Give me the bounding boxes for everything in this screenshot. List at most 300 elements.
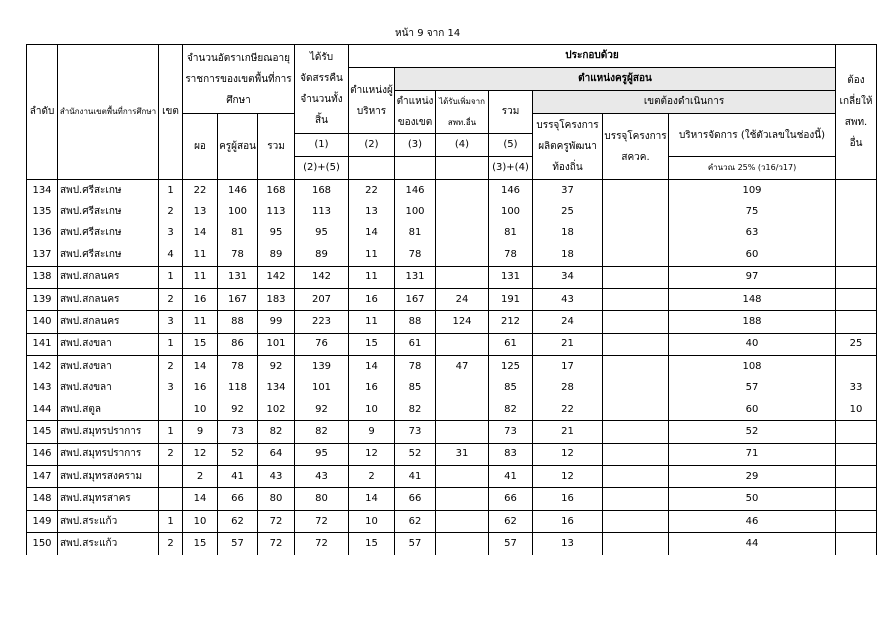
quota-total-cell: 95 (258, 223, 295, 244)
header-sum-formula: (3)+(4) (489, 157, 533, 180)
project-local-teacher-cell: 17 (533, 356, 603, 378)
received-total-cell: 43 (295, 466, 349, 488)
extra-from-other-cell: 47 (436, 356, 489, 378)
header-order: ลำดับ (27, 45, 58, 180)
row-number-cell: 139 (27, 288, 58, 310)
header-extra: ได้รับเพิ่มจาก สพท.อื่น (436, 91, 489, 134)
project-local-teacher-cell: 12 (533, 466, 603, 488)
own-zone-teacher-cell: 167 (395, 288, 436, 310)
allocation-table (26, 44, 877, 555)
header-own-zone: ตำแหน่งของเขต (395, 91, 436, 134)
office-name-cell: สพป.สกลนคร (58, 311, 159, 333)
return-to-other-cell (836, 244, 877, 266)
page-number: หน้า 9 จาก 14 (395, 28, 461, 39)
own-zone-teacher-cell: 57 (395, 533, 436, 555)
zone-cell: 1 (159, 180, 183, 202)
project-sqwk-cell (603, 378, 669, 399)
received-total-cell: 89 (295, 244, 349, 266)
quota-total-cell: 92 (258, 356, 295, 378)
project-local-teacher-cell: 16 (533, 488, 603, 510)
project-sqwk-cell (603, 288, 669, 310)
own-zone-teacher-cell: 78 (395, 356, 436, 378)
extra-from-other-cell (436, 488, 489, 510)
quota-total-cell: 102 (258, 399, 295, 421)
managed-cell: 97 (669, 266, 836, 288)
project-sqwk-cell (603, 223, 669, 244)
project-sqwk-cell (603, 533, 669, 555)
quota-teacher-cell: 100 (218, 201, 258, 222)
quota-admin-cell: 9 (183, 421, 218, 443)
zone-cell (159, 399, 183, 421)
quota-teacher-cell: 92 (218, 399, 258, 421)
project-local-teacher-cell: 22 (533, 399, 603, 421)
table-row (27, 201, 877, 222)
row-number-cell: 150 (27, 533, 58, 555)
extra-from-other-cell (436, 533, 489, 555)
header-project2: บรรจุโครงการ สควค. (603, 114, 669, 180)
row-number-cell: 144 (27, 399, 58, 421)
quota-admin-cell: 13 (183, 201, 218, 222)
quota-teacher-cell: 78 (218, 356, 258, 378)
zone-cell: 1 (159, 266, 183, 288)
table-row (27, 466, 877, 488)
teacher-sum-cell: 57 (489, 533, 533, 555)
office-name-cell: สพป.สมุทรปราการ (58, 443, 159, 465)
quota-teacher-cell: 66 (218, 488, 258, 510)
teacher-sum-cell: 83 (489, 443, 533, 465)
admin-position-cell: 16 (349, 378, 395, 399)
header-received-formula: (2)+(5) (295, 157, 349, 180)
row-number-cell: 135 (27, 201, 58, 222)
quota-admin-cell: 12 (183, 443, 218, 465)
row-number-cell: 136 (27, 223, 58, 244)
header-manage: บริหารจัดการ (ใช้ตัวเลขในช่องนี้) (669, 114, 836, 157)
header-own-zone-no: (3) (395, 134, 436, 157)
return-to-other-cell (836, 180, 877, 202)
received-total-cell: 76 (295, 333, 349, 355)
quota-total-cell: 72 (258, 533, 295, 555)
quota-admin-cell: 11 (183, 266, 218, 288)
table-row (27, 180, 877, 202)
received-total-cell: 82 (295, 421, 349, 443)
header-project1: บรรจุโครงการผลิตครูพัฒนาท้องถิ่น (533, 114, 603, 180)
header-sum: รวม (489, 91, 533, 134)
return-to-other-cell (836, 201, 877, 222)
project-sqwk-cell (603, 399, 669, 421)
return-to-other-cell (836, 421, 877, 443)
teacher-sum-cell: 100 (489, 201, 533, 222)
header-quota-group: จำนวนอัตราเกษียณอายุราชการของเขตพื้นที่การศึกษา (183, 45, 295, 114)
extra-from-other-cell: 24 (436, 288, 489, 310)
office-name-cell: สพป.สระแก้ว (58, 510, 159, 532)
project-sqwk-cell (603, 443, 669, 465)
managed-cell: 46 (669, 510, 836, 532)
table-row (27, 399, 877, 421)
own-zone-teacher-cell: 41 (395, 466, 436, 488)
header-extra-no: (4) (436, 134, 489, 157)
quota-teacher-cell: 78 (218, 244, 258, 266)
managed-cell: 60 (669, 244, 836, 266)
own-zone-teacher-cell: 85 (395, 378, 436, 399)
managed-cell: 71 (669, 443, 836, 465)
received-total-cell: 92 (295, 399, 349, 421)
admin-position-cell: 11 (349, 266, 395, 288)
extra-from-other-cell (436, 378, 489, 399)
teacher-sum-cell: 191 (489, 288, 533, 310)
zone-cell: 2 (159, 201, 183, 222)
quota-teacher-cell: 88 (218, 311, 258, 333)
extra-from-other-cell: 31 (436, 443, 489, 465)
row-number-cell: 140 (27, 311, 58, 333)
row-number-cell: 138 (27, 266, 58, 288)
managed-cell: 148 (669, 288, 836, 310)
zone-cell: 3 (159, 378, 183, 399)
received-total-cell: 101 (295, 378, 349, 399)
office-name-cell: สพป.ศรีสะเกษ (58, 180, 159, 202)
zone-cell: 3 (159, 311, 183, 333)
own-zone-teacher-cell: 100 (395, 201, 436, 222)
admin-position-cell: 10 (349, 510, 395, 532)
quota-admin-cell: 2 (183, 466, 218, 488)
office-name-cell: สพป.สงขลา (58, 333, 159, 355)
project-local-teacher-cell: 28 (533, 378, 603, 399)
teacher-sum-cell: 41 (489, 466, 533, 488)
row-number-cell: 141 (27, 333, 58, 355)
table-row (27, 311, 877, 333)
row-number-cell: 147 (27, 466, 58, 488)
header-admin-position: ตำแหน่งผู้บริหาร (349, 68, 395, 134)
office-name-cell: สพป.สงขลา (58, 356, 159, 378)
admin-position-cell: 2 (349, 466, 395, 488)
received-total-cell: 223 (295, 311, 349, 333)
header-received: ได้รับจัดสรรคืนจำนวนทั้งสิ้น (295, 45, 349, 134)
table-row (27, 288, 877, 310)
quota-admin-cell: 14 (183, 488, 218, 510)
quota-total-cell: 80 (258, 488, 295, 510)
quota-admin-cell: 14 (183, 223, 218, 244)
extra-from-other-cell (436, 466, 489, 488)
managed-cell: 57 (669, 378, 836, 399)
header-must-do: เขตต้องดำเนินการ (533, 91, 836, 114)
quota-admin-cell: 15 (183, 333, 218, 355)
row-number-cell: 143 (27, 378, 58, 399)
quota-teacher-cell: 41 (218, 466, 258, 488)
office-name-cell: สพป.ศรีสะเกษ (58, 244, 159, 266)
project-local-teacher-cell: 25 (533, 201, 603, 222)
project-local-teacher-cell: 18 (533, 223, 603, 244)
extra-from-other-cell (436, 223, 489, 244)
extra-from-other-cell (436, 333, 489, 355)
quota-total-cell: 64 (258, 443, 295, 465)
project-sqwk-cell (603, 488, 669, 510)
zone-cell (159, 466, 183, 488)
admin-position-cell: 16 (349, 288, 395, 310)
managed-cell: 52 (669, 421, 836, 443)
project-local-teacher-cell: 16 (533, 510, 603, 532)
project-sqwk-cell (603, 311, 669, 333)
project-sqwk-cell (603, 421, 669, 443)
teacher-sum-cell: 85 (489, 378, 533, 399)
teacher-sum-cell: 212 (489, 311, 533, 333)
quota-admin-cell: 10 (183, 399, 218, 421)
return-to-other-cell (836, 443, 877, 465)
received-total-cell: 113 (295, 201, 349, 222)
zone-cell: 2 (159, 443, 183, 465)
extra-from-other-cell (436, 266, 489, 288)
header-quota-teacher: ครูผู้สอน (218, 114, 258, 180)
row-number-cell: 134 (27, 180, 58, 202)
quota-teacher-cell: 57 (218, 533, 258, 555)
teacher-sum-cell: 78 (489, 244, 533, 266)
quota-teacher-cell: 146 (218, 180, 258, 202)
managed-cell: 188 (669, 311, 836, 333)
extra-from-other-cell (436, 244, 489, 266)
header-quota-admin: ผอ (183, 114, 218, 180)
managed-cell: 108 (669, 356, 836, 378)
project-local-teacher-cell: 21 (533, 421, 603, 443)
quota-admin-cell: 10 (183, 510, 218, 532)
admin-position-cell: 12 (349, 443, 395, 465)
row-number-cell: 145 (27, 421, 58, 443)
teacher-sum-cell: 66 (489, 488, 533, 510)
admin-position-cell: 9 (349, 421, 395, 443)
received-total-cell: 95 (295, 443, 349, 465)
zone-cell: 2 (159, 533, 183, 555)
quota-admin-cell: 14 (183, 356, 218, 378)
row-number-cell: 137 (27, 244, 58, 266)
project-local-teacher-cell: 24 (533, 311, 603, 333)
header-zone: เขต (159, 45, 183, 180)
quota-teacher-cell: 73 (218, 421, 258, 443)
quota-admin-cell: 11 (183, 311, 218, 333)
table-row (27, 223, 877, 244)
own-zone-teacher-cell: 82 (395, 399, 436, 421)
row-number-cell: 149 (27, 510, 58, 532)
quota-teacher-cell: 86 (218, 333, 258, 355)
zone-cell (159, 488, 183, 510)
quota-total-cell: 82 (258, 421, 295, 443)
project-sqwk-cell (603, 466, 669, 488)
office-name-cell: สพป.ศรีสะเกษ (58, 223, 159, 244)
admin-position-cell: 10 (349, 399, 395, 421)
table-row (27, 510, 877, 532)
return-to-other-cell: 10 (836, 399, 877, 421)
quota-teacher-cell: 81 (218, 223, 258, 244)
quota-admin-cell: 16 (183, 288, 218, 310)
quota-admin-cell: 16 (183, 378, 218, 399)
table-row (27, 378, 877, 399)
own-zone-teacher-cell: 81 (395, 223, 436, 244)
teacher-sum-cell: 62 (489, 510, 533, 532)
received-total-cell: 139 (295, 356, 349, 378)
office-name-cell: สพป.สมุทรปราการ (58, 421, 159, 443)
own-zone-teacher-cell: 66 (395, 488, 436, 510)
header-manage-note: คำนวณ 25% (ว16/ว17) (669, 157, 836, 180)
own-zone-teacher-cell: 73 (395, 421, 436, 443)
managed-cell: 40 (669, 333, 836, 355)
project-sqwk-cell (603, 510, 669, 532)
return-to-other-cell (836, 533, 877, 555)
quota-total-cell: 99 (258, 311, 295, 333)
quota-teacher-cell: 52 (218, 443, 258, 465)
received-total-cell: 80 (295, 488, 349, 510)
quota-total-cell: 72 (258, 510, 295, 532)
office-name-cell: สพป.สมุทรสงคราม (58, 466, 159, 488)
extra-from-other-cell (436, 421, 489, 443)
header-sum-no: (5) (489, 134, 533, 157)
return-to-other-cell (836, 223, 877, 244)
quota-total-cell: 134 (258, 378, 295, 399)
teacher-sum-cell: 82 (489, 399, 533, 421)
office-name-cell: สพป.สกลนคร (58, 288, 159, 310)
zone-cell: 2 (159, 356, 183, 378)
table-row (27, 356, 877, 378)
table-header (27, 45, 877, 180)
own-zone-teacher-cell: 61 (395, 333, 436, 355)
table-row (27, 443, 877, 465)
header-composed: ประกอบด้วย (349, 45, 836, 68)
project-sqwk-cell (603, 244, 669, 266)
received-total-cell: 168 (295, 180, 349, 202)
extra-from-other-cell (436, 510, 489, 532)
office-name-cell: สพป.สงขลา (58, 378, 159, 399)
office-name-cell: สพป.สกลนคร (58, 266, 159, 288)
quota-total-cell: 113 (258, 201, 295, 222)
office-name-cell: สพป.สตูล (58, 399, 159, 421)
quota-admin-cell: 22 (183, 180, 218, 202)
header-office: สำนักงานเขตพื้นที่การศึกษา (58, 45, 159, 180)
project-local-teacher-cell: 12 (533, 443, 603, 465)
own-zone-teacher-cell: 88 (395, 311, 436, 333)
header-quota-total: รวม (258, 114, 295, 180)
admin-position-cell: 22 (349, 180, 395, 202)
received-total-cell: 95 (295, 223, 349, 244)
teacher-sum-cell: 81 (489, 223, 533, 244)
quota-total-cell: 89 (258, 244, 295, 266)
office-name-cell: สพป.ศรีสะเกษ (58, 201, 159, 222)
zone-cell: 2 (159, 288, 183, 310)
quota-teacher-cell: 62 (218, 510, 258, 532)
quota-teacher-cell: 118 (218, 378, 258, 399)
return-to-other-cell (836, 356, 877, 378)
extra-from-other-cell (436, 399, 489, 421)
project-local-teacher-cell: 34 (533, 266, 603, 288)
own-zone-teacher-cell: 131 (395, 266, 436, 288)
header-received-no: (1) (295, 134, 349, 157)
admin-position-cell: 15 (349, 333, 395, 355)
table-row (27, 266, 877, 288)
teacher-sum-cell: 146 (489, 180, 533, 202)
extra-from-other-cell (436, 180, 489, 202)
managed-cell: 44 (669, 533, 836, 555)
quota-total-cell: 142 (258, 266, 295, 288)
received-total-cell: 72 (295, 510, 349, 532)
zone-cell: 1 (159, 421, 183, 443)
teacher-sum-cell: 61 (489, 333, 533, 355)
table-body (27, 180, 877, 555)
header-teacher-group: ตำแหน่งครูผู้สอน (395, 68, 836, 91)
return-to-other-cell: 25 (836, 333, 877, 355)
quota-teacher-cell: 131 (218, 266, 258, 288)
table-row (27, 533, 877, 555)
return-to-other-cell (836, 466, 877, 488)
row-number-cell: 146 (27, 443, 58, 465)
return-to-other-cell (836, 266, 877, 288)
return-to-other-cell: 33 (836, 378, 877, 399)
zone-cell: 1 (159, 510, 183, 532)
return-to-other-cell (836, 288, 877, 310)
quota-total-cell: 101 (258, 333, 295, 355)
managed-cell: 109 (669, 180, 836, 202)
admin-position-cell: 14 (349, 488, 395, 510)
received-total-cell: 142 (295, 266, 349, 288)
own-zone-teacher-cell: 146 (395, 180, 436, 202)
table-row (27, 333, 877, 355)
managed-cell: 63 (669, 223, 836, 244)
own-zone-teacher-cell: 78 (395, 244, 436, 266)
admin-position-cell: 14 (349, 223, 395, 244)
project-sqwk-cell (603, 356, 669, 378)
quota-teacher-cell: 167 (218, 288, 258, 310)
quota-total-cell: 183 (258, 288, 295, 310)
managed-cell: 60 (669, 399, 836, 421)
admin-position-cell: 15 (349, 533, 395, 555)
admin-position-cell: 11 (349, 244, 395, 266)
admin-position-cell: 11 (349, 311, 395, 333)
table-row (27, 244, 877, 266)
table-row (27, 421, 877, 443)
project-local-teacher-cell: 21 (533, 333, 603, 355)
zone-cell: 1 (159, 333, 183, 355)
office-name-cell: สพป.สมุทรสาคร (58, 488, 159, 510)
office-name-cell: สพป.สระแก้ว (58, 533, 159, 555)
managed-cell: 50 (669, 488, 836, 510)
received-total-cell: 72 (295, 533, 349, 555)
project-local-teacher-cell: 18 (533, 244, 603, 266)
quota-admin-cell: 11 (183, 244, 218, 266)
own-zone-teacher-cell: 52 (395, 443, 436, 465)
row-number-cell: 148 (27, 488, 58, 510)
managed-cell: 29 (669, 466, 836, 488)
admin-position-cell: 13 (349, 201, 395, 222)
header-return: ต้องเกลี่ยให้ สพท. อื่น (836, 45, 877, 180)
project-sqwk-cell (603, 266, 669, 288)
project-sqwk-cell (603, 180, 669, 202)
teacher-sum-cell: 131 (489, 266, 533, 288)
project-local-teacher-cell: 43 (533, 288, 603, 310)
admin-position-cell: 14 (349, 356, 395, 378)
zone-cell: 3 (159, 223, 183, 244)
teacher-sum-cell: 73 (489, 421, 533, 443)
project-sqwk-cell (603, 201, 669, 222)
teacher-sum-cell: 125 (489, 356, 533, 378)
managed-cell: 75 (669, 201, 836, 222)
return-to-other-cell (836, 488, 877, 510)
table-row (27, 488, 877, 510)
extra-from-other-cell (436, 201, 489, 222)
header-admin-no: (2) (349, 134, 395, 157)
project-local-teacher-cell: 37 (533, 180, 603, 202)
quota-total-cell: 168 (258, 180, 295, 202)
project-local-teacher-cell: 13 (533, 533, 603, 555)
extra-from-other-cell: 124 (436, 311, 489, 333)
row-number-cell: 142 (27, 356, 58, 378)
received-total-cell: 207 (295, 288, 349, 310)
quota-admin-cell: 15 (183, 533, 218, 555)
return-to-other-cell (836, 510, 877, 532)
zone-cell: 4 (159, 244, 183, 266)
project-sqwk-cell (603, 333, 669, 355)
